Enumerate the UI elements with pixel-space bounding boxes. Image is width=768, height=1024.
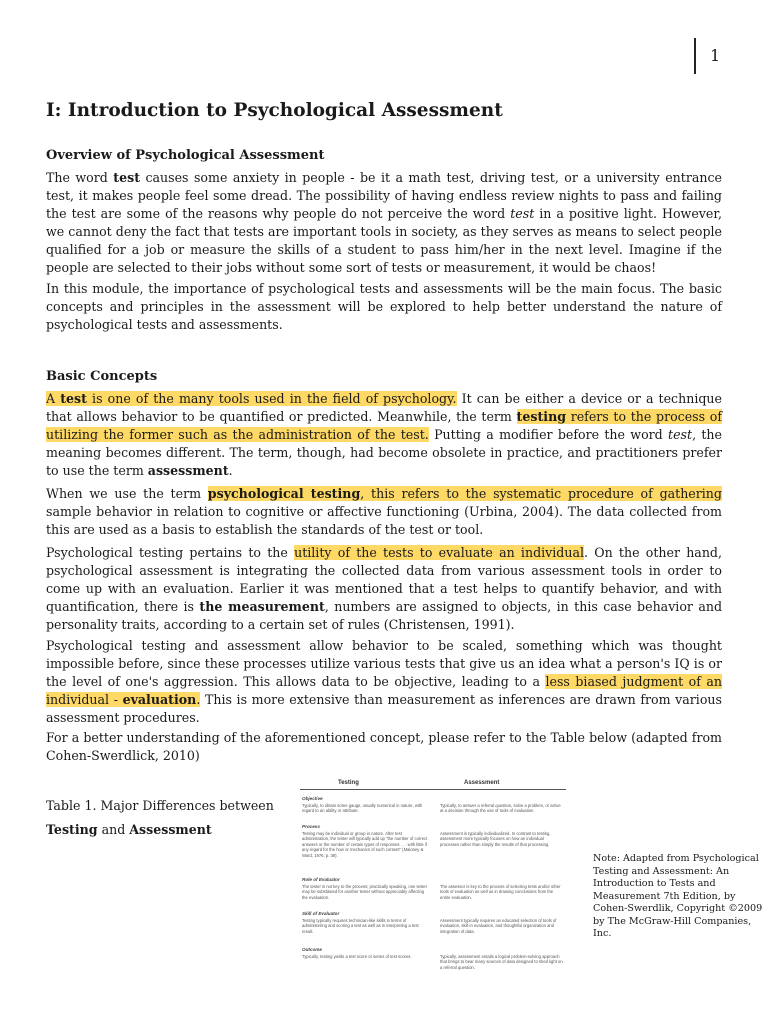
- overview-heading: Overview of Psychological Assessment: [46, 148, 325, 163]
- page-number-divider: [694, 38, 696, 74]
- table-cell-assessment: Typically, assessment entails a logical problem-solving approach that brings to bear many sources of data designed to shed light on a referral question.: [440, 954, 563, 970]
- table-cell-assessment: Assessment is typically individualized. In contrast to testing, assessment more typically focuses on how an individual processes rather than simply the results of that processing.: [440, 831, 551, 847]
- table-section-label: Role of Evaluator: [302, 877, 340, 882]
- table-cell-assessment: Typically, to answer a referral question, solve a problem, or arrive at a decision through the use of tools of evaluation.: [440, 803, 561, 814]
- page-title: I: Introduction to Psychological Assessment: [46, 100, 503, 121]
- table-cell-assessment: Assessment typically requires an educated selection of tools of evaluation, skill in evaluation, and thoughtful organization and integration of data.: [440, 918, 557, 934]
- table-section-label: Objective: [302, 796, 323, 801]
- table-cell-testing: Typically, testing yields a test score or series of test scores.: [302, 954, 412, 959]
- table-rule-top: [300, 789, 566, 790]
- basic-paragraph-2: When we use the term psychological testing, this refers to the systematic procedure of gathering sample behavior in relation to cognitive or affective functioning (Urbina, 2004). The data collected from this are used as a basis to establish the standards of the test or tool.: [46, 486, 722, 537]
- table-cell-testing: Testing may be individual or group in nature. After test administration, the tester will typically add up "the number of correct answers or the number of certain types of responses . . . with little if any regard for the how or mechanics of such content" (Maloney & Ward, 1976, p. 39).: [302, 831, 428, 858]
- basic-paragraph-5: For a better understanding of the aforementioned concept, please refer to the Table below (adapted from Cohen-Swerdlick, 2010): [46, 730, 722, 763]
- table-source-note: Note: Adapted from Psychological Testing and Assessment: An Introduction to Tests and Measurement 7th Edition, by Cohen-Swerdlik, Copyright ©2009 by The McGraw-Hill Companies, Inc.: [593, 853, 763, 939]
- table-header-assessment: Assessment: [464, 780, 500, 786]
- overview-paragraph-2: In this module, the importance of psychological tests and assessments will be the main focus. The basic concepts and principles in the assessment will be explored to help better understand the nature of psychological tests and assessments.: [46, 281, 722, 332]
- table-header-testing: Testing: [338, 780, 359, 786]
- basic-concepts-heading: Basic Concepts: [46, 369, 158, 384]
- table-caption: Table 1. Major Differences between Testing and Assessment: [46, 798, 274, 837]
- table-section-label: Process: [302, 824, 320, 829]
- table-cell-testing: Testing typically requires technician-like skills in terms of administering and scoring a test as well as in interpreting a test result.: [302, 918, 419, 934]
- table-section-label: Outcome: [302, 947, 322, 952]
- basic-paragraph-4: Psychological testing and assessment allow behavior to be scaled, something which was thought impossible before, since these processes utilize various tests that give us an idea what a person's IQ is or the level of one's aggression. This allows data to be objective, leading to a less biased judgment of an individual - evaluation. This is more extensive than measurement as inferences are drawn from various assessment procedures.: [46, 638, 722, 725]
- table-cell-assessment: The assessor is key to the process of selecting tests and/or other tools of evaluation as well as in drawing conclusions from the entire evaluation.: [440, 884, 561, 900]
- basic-paragraph-3: Psychological testing pertains to the utility of the tests to evaluate an individual. On the other hand, psychological assessment is integrating the collected data from various assessment tools in order to come up with an evaluation. Earlier it was mentioned that a test helps to quantify behavior, and with quantification, there is the measurement, numbers are assigned to objects, in this case behavior and personality traits, according to a certain set of rules (Christensen, 1991).: [46, 545, 723, 632]
- comparison-table: [300, 780, 566, 980]
- overview-paragraph-1: The word test causes some anxiety in people - be it a math test, driving test, or a university entrance test, it makes people feel some dread. The possibility of having endless review nights to pass and failing the test are some of the reasons why people do not perceive the word test in a positive light. However, we cannot deny the fact that tests are important tools in society, as they serves as means to select people qualified for a job or measure the skills of a student to pass him/her in the next level. Imagine if the people are selected to their jobs without some sort of tests or measurement, it would be chaos!: [46, 170, 722, 275]
- table-cell-testing: Typically, to obtain some gauge, usually numerical in nature, with regard to an ability or attribute.: [302, 803, 423, 814]
- table-section-label: Skill of Evaluator: [302, 911, 340, 916]
- table-cell-testing: The tester is not key to the process; practically speaking, one tester may be substituted for another tester without appreciably affecting the evaluation.: [302, 884, 427, 900]
- basic-paragraph-1: A test is one of the many tools used in the field of psychology. It can be either a device or a technique that allows behavior to be quantified or predicted. Meanwhile, the term testing refers to the process of utilizing the former such as the administration of the test. Putting a modifier before the word test, the meaning becomes different. The term, though, had become obsolete in practice, and practitioners prefer to use the term assessment.: [46, 391, 723, 478]
- page-number: 1: [710, 46, 721, 65]
